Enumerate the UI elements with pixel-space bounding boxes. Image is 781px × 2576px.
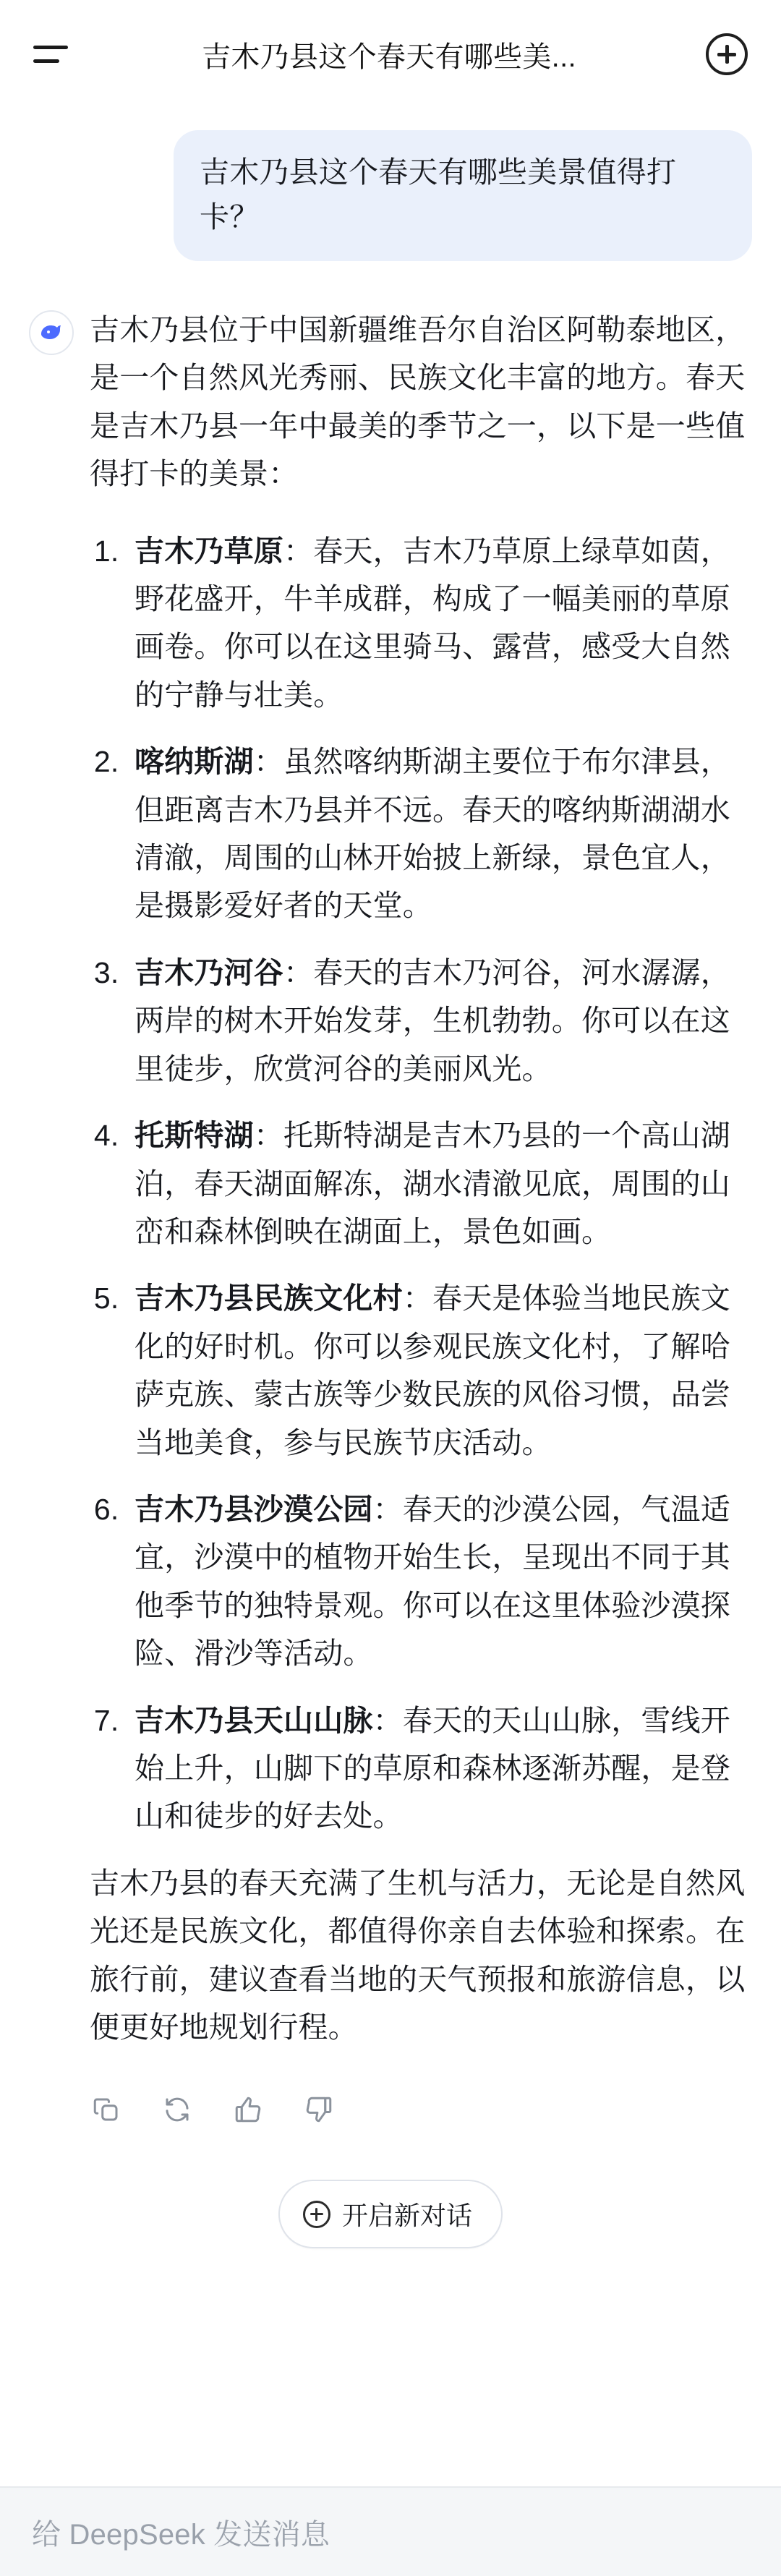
new-conversation-row <box>29 2180 752 2248</box>
menu-bar-1 <box>33 46 68 49</box>
list-item <box>127 949 752 1093</box>
list-item-text: ：虽然喀纳斯湖主要位于布尔津县，但距离吉木乃县并不远。春天的喀纳斯湖湖水清澈，周围的山林开始披上新绿，景色宜人，是摄影爱好者的天堂。 <box>135 745 731 923</box>
new-conversation-button[interactable] <box>278 2180 503 2248</box>
list-item-title: 喀纳斯湖 <box>135 745 254 779</box>
assistant-closing-paragraph: 吉木乃县的春天充满了生机与活力，无论是自然风光还是民族文化，都值得你亲自去体验和探索。在旅行前，建议查看当地的天气预报和旅游信息，以便更好地规划行程。 <box>90 1866 746 2044</box>
app-header <box>0 0 781 108</box>
thumbs-up-icon[interactable] <box>231 2093 265 2126</box>
menu-bar-2 <box>33 59 59 63</box>
list-item-text: ：春天，吉木乃草原上绿草如茵，野花盛开，牛羊成群，构成了一幅美丽的草原画卷。你可以在这里骑马、露营，感受大自然的宁静与壮美。 <box>135 534 730 712</box>
list-item <box>127 1697 752 1841</box>
plus-circle-icon <box>303 2201 330 2228</box>
assistant-message-row <box>29 306 752 2076</box>
plus-circle-icon[interactable] <box>706 33 748 75</box>
list-item-text: ：春天的沙漠公园，气温适宜，沙漠中的植物开始生长，呈现出不同于其他季节的独特景观。你可以在这里体验沙漠探险、滑沙等活动。 <box>135 1492 731 1671</box>
list-item-title: 吉木乃县民族文化村 <box>135 1281 403 1315</box>
message-actions <box>29 2083 752 2126</box>
page-title: 吉木乃县这个春天有哪些美... <box>202 40 576 73</box>
list-item-title: 吉木乃县沙漠公园 <box>135 1492 373 1526</box>
hamburger-menu-icon[interactable] <box>33 35 72 74</box>
list-item-text: ：春天的天山山脉，雪线开始上升，山脚下的草原和森林逐渐苏醒，是登山和徒步的好去处。 <box>135 1703 731 1833</box>
copy-icon[interactable] <box>90 2093 123 2126</box>
assistant-intro-paragraph: 吉木乃县位于中国新疆维吾尔自治区阿勒泰地区，是一个自然风光秀丽、民族文化丰富的地方。春天是吉木乃县一年中最美的季节之一，以下是一些值得打卡的美景： <box>90 313 746 491</box>
list-item-title: 吉木乃河谷 <box>135 955 283 989</box>
user-message-row <box>29 130 752 261</box>
list-item-text: ：春天是体验当地民族文化的好时机。你可以参观民族文化村，了解哈萨克族、蒙古族等少数民族的风俗习惯，品尝当地美食，参与民族节庆活动。 <box>135 1281 731 1459</box>
message-input[interactable]: 给 DeepSeek 发送消息 <box>32 2518 330 2551</box>
new-conversation-label: 开启新对话 <box>341 2201 472 2231</box>
regenerate-icon[interactable] <box>161 2093 194 2126</box>
thumbs-down-icon[interactable] <box>302 2093 336 2126</box>
user-message-bubble: 吉木乃县这个春天有哪些美景值得打卡？ <box>174 130 752 261</box>
list-item-text: ：春天的吉木乃河谷，河水潺潺，两岸的树木开始发芽，生机勃勃。你可以在这里徒步，欣赏河谷的美丽风光。 <box>135 955 730 1086</box>
list-item-title: 吉木乃草原 <box>135 534 283 568</box>
list-item <box>127 1274 752 1467</box>
attraction-list <box>90 527 752 1841</box>
list-item <box>127 1112 752 1255</box>
conversation-thread <box>0 108 781 2248</box>
message-composer[interactable] <box>0 2486 781 2576</box>
list-item-title: 吉木乃县天山山脉 <box>135 1703 373 1737</box>
list-item <box>127 1485 752 1678</box>
deepseek-whale-icon <box>29 310 74 355</box>
list-item-title: 托斯特湖 <box>135 1119 254 1153</box>
list-item <box>127 738 752 930</box>
list-item-text: ：托斯特湖是吉木乃县的一个高山湖泊，春天湖面解冻，湖水清澈见底，周围的山峦和森林倒映在湖面上，景色如画。 <box>135 1119 731 1248</box>
assistant-message-body <box>90 306 752 2076</box>
list-item <box>127 527 752 720</box>
